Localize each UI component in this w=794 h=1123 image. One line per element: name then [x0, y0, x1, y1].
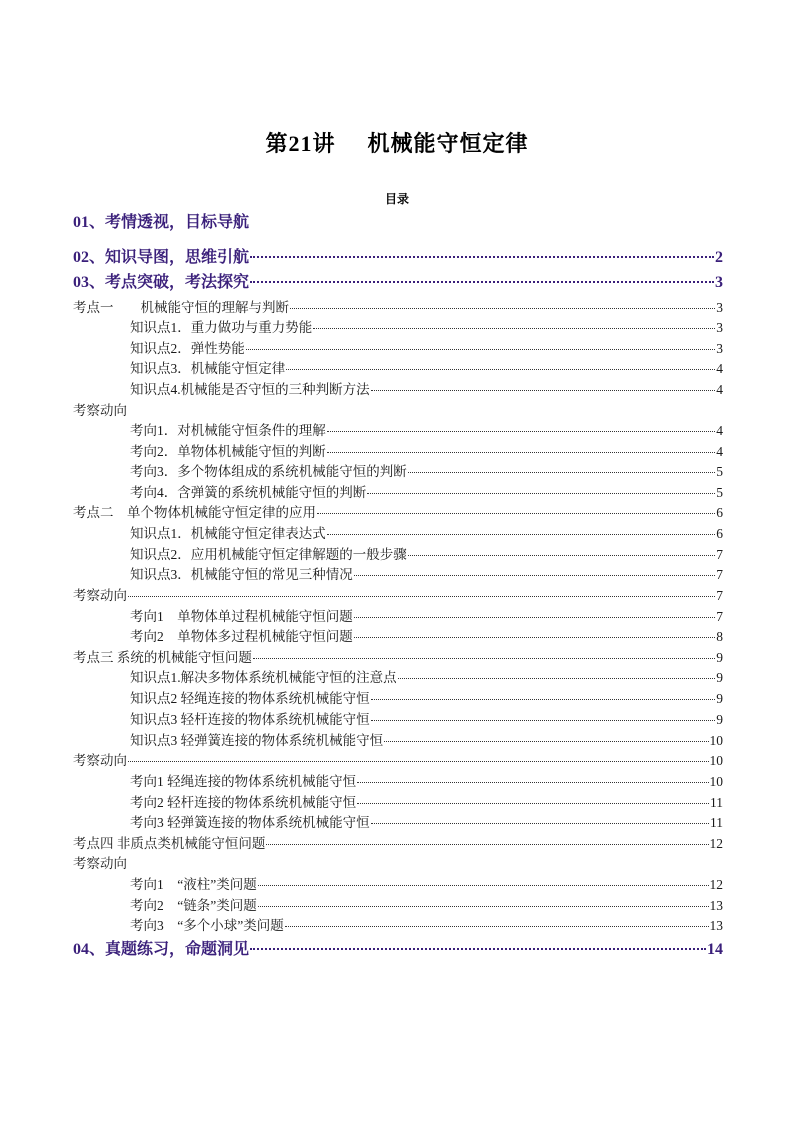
toc-entry-label: 知识点2 轻绳连接的物体系统机械能守恒: [130, 691, 370, 706]
toc-entry-label: 04、真题练习，命题洞见: [73, 941, 250, 958]
toc-leader-dots: [408, 472, 716, 473]
toc-entry[interactable]: [73, 936, 723, 959]
toc-leader-dots: [354, 575, 716, 576]
toc-entry-label: 考点一 机械能守恒的理解与判断: [73, 300, 289, 315]
toc-entry-page: 7: [716, 567, 723, 582]
toc-entry-label: 考察动向: [73, 753, 127, 768]
toc-entry-page: 3: [716, 341, 723, 356]
toc-leader-dots: [327, 452, 716, 453]
toc-leader-dots: [367, 493, 715, 494]
toc-entry-label: 知识点1．重力做功与重力势能: [130, 320, 313, 335]
toc-entry-label: 知识点1．机械能守恒定律表达式: [130, 526, 326, 541]
toc-entry-page: 3: [716, 300, 723, 315]
toc-entry[interactable]: [130, 419, 723, 439]
toc-entry[interactable]: [130, 522, 723, 542]
toc-entry-label: 考向1 “液柱”类问题: [130, 877, 257, 892]
toc-leader-dots: [250, 256, 714, 258]
toc-entry[interactable]: [130, 440, 723, 460]
lecture-topic: 机械能守恒定律: [367, 131, 529, 156]
toc-leader-dots: [250, 948, 706, 950]
toc-leader-dots: [253, 658, 715, 659]
toc-entry-page: 4: [716, 382, 723, 397]
toc-leader-dots: [371, 699, 716, 700]
toc-leader-dots: [354, 617, 716, 618]
toc-entry[interactable]: [130, 481, 723, 501]
toc-entry-label: 考察动向: [73, 403, 127, 418]
toc-entry[interactable]: [130, 563, 723, 583]
toc-entry[interactable]: [130, 543, 723, 563]
toc-leader-dots: [250, 281, 714, 283]
toc-leader-dots: [371, 823, 709, 824]
toc-entry-page: 9: [716, 670, 723, 685]
toc-entry-label: 考向2 单物体多过程机械能守恒问题: [130, 629, 353, 644]
toc-entry-label: 知识点2．弹性势能: [130, 341, 245, 356]
toc-entry[interactable]: [73, 501, 723, 521]
toc-entry-label: 考向3．多个物体组成的系统机械能守恒的判断: [130, 464, 407, 479]
toc-entry[interactable]: [73, 209, 723, 232]
toc-leader-dots: [258, 906, 709, 907]
toc-entry-label: 考向1 轻绳连接的物体系统机械能守恒: [130, 774, 357, 789]
toc-entry[interactable]: [73, 244, 723, 267]
toc-entry-label: 考向3 轻弹簧连接的物体系统机械能守恒: [130, 815, 370, 830]
toc-entry-label: 01、考情透视，目标导航: [73, 214, 250, 231]
toc-leader-dots: [327, 534, 716, 535]
toc-entry[interactable]: [73, 296, 723, 316]
toc-leader-dots: [285, 926, 709, 927]
toc-leader-dots: [317, 513, 715, 514]
toc-entry-page: 9: [716, 712, 723, 727]
toc-entry-page: 8: [716, 629, 723, 644]
toc-entry-page: 3: [715, 274, 723, 291]
toc-entry[interactable]: [130, 729, 723, 749]
toc-entry[interactable]: [130, 378, 723, 398]
toc-entry-page: 3: [716, 320, 723, 335]
toc-leader-dots: [357, 782, 708, 783]
toc-entry[interactable]: [130, 914, 723, 934]
page-title: [0, 127, 794, 158]
toc-entry[interactable]: [73, 832, 723, 852]
toc-entry[interactable]: [130, 460, 723, 480]
toc-entry-page: 10: [709, 733, 723, 748]
toc-entry-page: 6: [716, 505, 723, 520]
toc-entry-page: 11: [710, 815, 723, 830]
toc-leader-dots: [371, 720, 716, 721]
toc-leader-dots: [286, 369, 715, 370]
toc-leader-dots: [408, 555, 716, 556]
toc-entry-label: 知识点1.解决多物体系统机械能守恒的注意点: [130, 670, 397, 685]
toc-leader-dots: [398, 678, 716, 679]
toc-entry-page: 10: [709, 753, 723, 768]
toc-entry-page: 9: [716, 650, 723, 665]
toc-entry-label: 知识点3．机械能守恒定律: [130, 361, 286, 376]
toc-leader-dots: [327, 431, 716, 432]
toc-entry[interactable]: [130, 666, 723, 686]
toc-entry-label: 考向1 单物体单过程机械能守恒问题: [130, 609, 353, 624]
toc-entry[interactable]: [130, 605, 723, 625]
toc-entry-label: 考向3 “多个小球”类问题: [130, 918, 284, 933]
toc-entry-page: 2: [715, 249, 723, 266]
toc-entry-page: 12: [709, 836, 723, 851]
toc-entry-label: 知识点4.机械能是否守恒的三种判断方法: [130, 382, 370, 397]
toc-entry-page: 13: [709, 898, 723, 913]
toc-leader-dots: [290, 308, 715, 309]
toc-leader-dots: [371, 390, 716, 391]
toc-entry[interactable]: [73, 399, 723, 419]
toc-entry-page: 4: [716, 361, 723, 376]
lecture-number: 第21讲: [265, 131, 336, 156]
toc-entry-page: 10: [709, 774, 723, 789]
toc-entry-page: 7: [716, 547, 723, 562]
toc-entry-page: 4: [716, 444, 723, 459]
toc-entry-label: 02、知识导图，思维引航: [73, 249, 250, 266]
toc-entry[interactable]: [73, 584, 723, 604]
toc-leader-dots: [266, 844, 708, 845]
toc-entry-label: 考向2 “链条”类问题: [130, 898, 257, 913]
toc-entry[interactable]: [130, 316, 723, 336]
toc-entry-label: 考向1．对机械能守恒条件的理解: [130, 423, 326, 438]
toc-leader-dots: [246, 349, 716, 350]
toc-entry-page: 5: [716, 464, 723, 479]
toc-entry-label: 知识点2．应用机械能守恒定律解题的一般步骤: [130, 547, 407, 562]
toc-entry-label: 考点四 非质点类机械能守恒问题: [73, 836, 266, 851]
toc-entry-page: 7: [716, 609, 723, 624]
toc-entry[interactable]: [130, 894, 723, 914]
toc-entry-page: 14: [707, 941, 723, 958]
toc-entry-label: 知识点3 轻弹簧连接的物体系统机械能守恒: [130, 733, 384, 748]
toc-entry-label: 03、考点突破，考法探究: [73, 274, 250, 291]
toc-entry[interactable]: [73, 852, 723, 872]
toc-entry[interactable]: [130, 687, 723, 707]
toc-entry[interactable]: [130, 708, 723, 728]
toc-heading: 目录: [384, 192, 409, 206]
toc-entry-label: 知识点3 轻杆连接的物体系统机械能守恒: [130, 712, 370, 727]
toc-entry-label: 考向2 轻杆连接的物体系统机械能守恒: [130, 795, 357, 810]
toc-entry-page: 6: [716, 526, 723, 541]
toc-leader-dots: [128, 596, 715, 597]
toc-entry-label: 考察动向: [73, 856, 127, 871]
toc-entry-label: 知识点3．机械能守恒的常见三种情况: [130, 567, 353, 582]
toc-entry[interactable]: [73, 646, 723, 666]
toc-entry-page: 12: [709, 877, 723, 892]
toc-leader-dots: [128, 761, 709, 762]
toc-entry[interactable]: [130, 625, 723, 645]
toc-leader-dots: [258, 885, 709, 886]
toc-leader-dots: [354, 637, 716, 638]
toc-entry[interactable]: [130, 811, 723, 831]
toc-entry-label: 考向4．含弹簧的系统机械能守恒的判断: [130, 485, 367, 500]
toc-leader-dots: [357, 803, 709, 804]
toc-entry-label: 考点二 单个物体机械能守恒定律的应用: [73, 505, 316, 520]
toc-entry-page: 13: [709, 918, 723, 933]
toc-entry-page: 9: [716, 691, 723, 706]
toc-entry-label: 考点三 系统的机械能守恒问题: [73, 650, 252, 665]
toc-entry[interactable]: [130, 357, 723, 377]
toc-leader-dots: [313, 328, 715, 329]
toc-entry[interactable]: [130, 791, 723, 811]
toc-entry[interactable]: [130, 873, 723, 893]
toc-entry-page: 4: [716, 423, 723, 438]
toc-entry-page: 11: [710, 795, 723, 810]
toc-entry[interactable]: [73, 269, 723, 292]
toc-entry[interactable]: [73, 749, 723, 769]
toc-entry-label: 考察动向: [73, 588, 127, 603]
toc-entry-label: 考向2．单物体机械能守恒的判断: [130, 444, 326, 459]
toc-entry-page: 7: [716, 588, 723, 603]
toc-leader-dots: [384, 741, 708, 742]
toc-entry[interactable]: [130, 337, 723, 357]
toc-entry[interactable]: [130, 770, 723, 790]
toc-entry-page: 5: [716, 485, 723, 500]
